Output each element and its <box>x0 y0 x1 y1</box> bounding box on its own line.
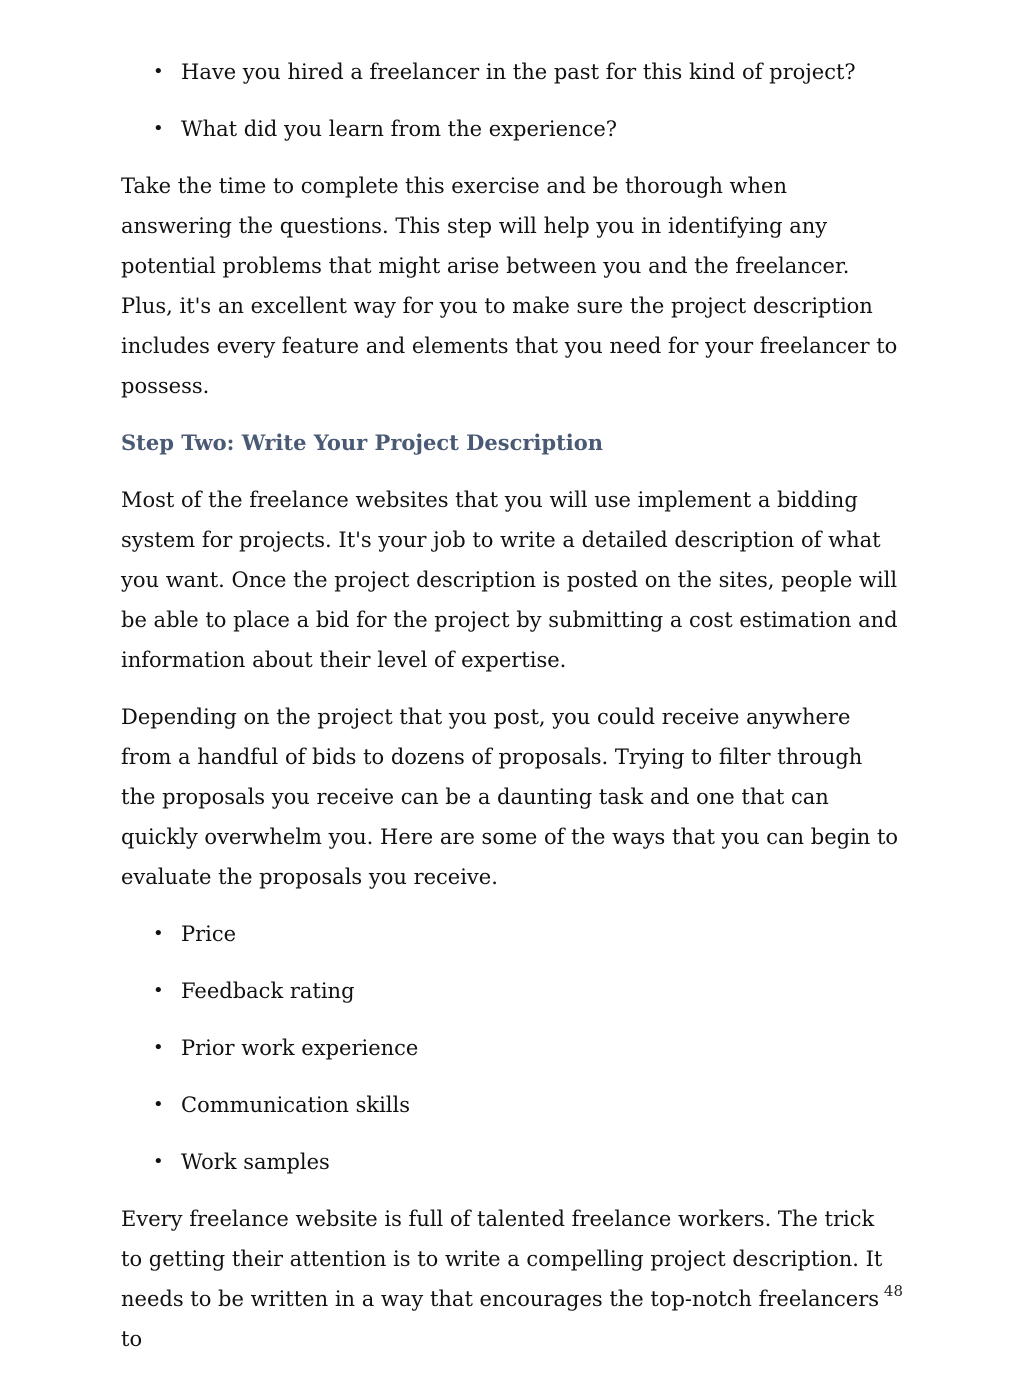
list-item <box>121 1028 901 1068</box>
paragraph-proposals: Depending on the project that you post, you could receive anywhere from a handful of bids to dozens of proposals. Trying to filter through the proposals you receive can be a daunting task and one that can quickly overwhelm you. Here are some of the ways that you can begin to evaluate the proposals you receive. <box>121 705 899 889</box>
list-item <box>121 914 901 954</box>
bullet-icon: • <box>153 61 164 82</box>
paragraph-exercise: Take the time to complete this exercise and be thorough when answering the questions. This step will help you in identifying any potential problems that might arise between you and the freelancer. Plus, it's an excellent way for you to make sure the project description includes every feature and elements that you need for your freelancer to possess. <box>121 174 898 398</box>
list-item-text: Feedback rating <box>181 979 355 1003</box>
paragraph-bidding: Most of the freelance websites that you will use implement a bidding system for projects. It's your job to write a detailed description of what you want. Once the project description is posted on the sites, people will be able to place a bid for the project by submitting a cost estimation and information about their level of expertise. <box>121 488 898 672</box>
page-number: 48 <box>883 1282 903 1300</box>
list-item-text: Communication skills <box>181 1093 411 1117</box>
list-item-text: Price <box>181 922 237 946</box>
bullet-icon: • <box>153 1151 164 1172</box>
list-item <box>121 52 901 92</box>
bullet-icon: • <box>153 118 164 139</box>
list-item <box>121 971 901 1011</box>
bullet-icon: • <box>153 1037 164 1058</box>
list-item <box>121 1142 901 1182</box>
bullet-icon: • <box>153 980 164 1001</box>
bullet-icon: • <box>153 1094 164 1115</box>
list-item-text: Have you hired a freelancer in the past for this kind of project? <box>181 60 856 84</box>
evaluation-list <box>121 914 901 1182</box>
paragraph-compelling: Every freelance website is full of talented freelance workers. The trick to getting their attention is to write a compelling project description. It needs to be written in a way that encourages the top-notch freelancers to <box>121 1207 883 1351</box>
question-list <box>121 52 901 149</box>
list-item <box>121 1085 901 1125</box>
document-page <box>121 52 901 1376</box>
list-item-text: Prior work experience <box>181 1036 419 1060</box>
list-item-text: What did you learn from the experience? <box>181 117 618 141</box>
list-item <box>121 109 901 149</box>
section-heading: Step Two: Write Your Project Description <box>121 430 604 455</box>
bullet-icon: • <box>153 923 164 944</box>
list-item-text: Work samples <box>181 1150 330 1174</box>
